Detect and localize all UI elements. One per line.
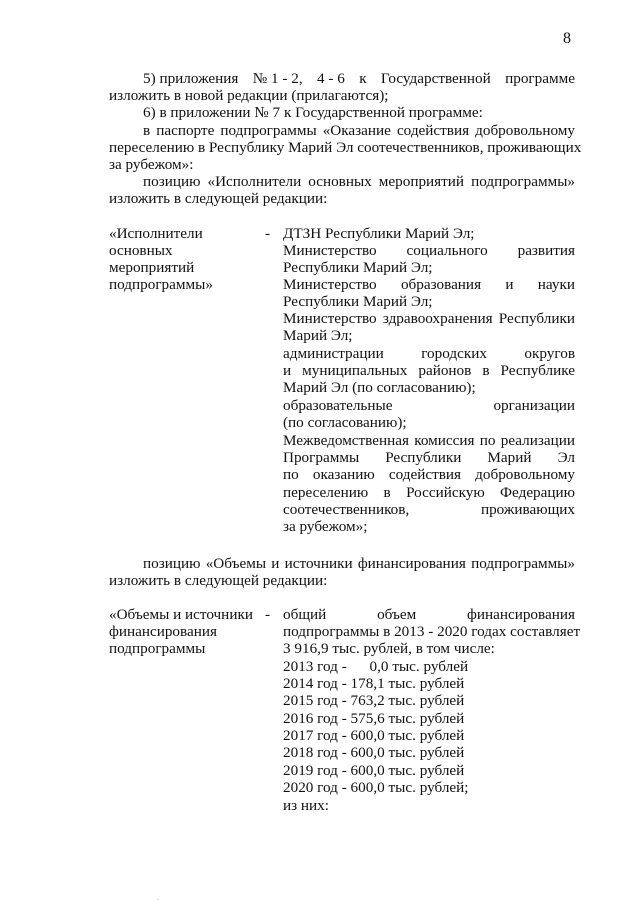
executors-label-line-3: мероприятий	[109, 259, 195, 276]
item-6-line: 6) в приложении № 7 к Государственной программе:	[143, 104, 483, 121]
executor-dtzn: ДТЗН Республики Марий Эл;	[283, 225, 475, 242]
funding-label-line-1: «Объемы и источники	[109, 606, 253, 623]
executor-mon-line-1: Министерство образования и науки	[283, 276, 575, 293]
funding-label-line-2: финансирования	[109, 623, 217, 640]
funding-tail: из них:	[283, 797, 329, 814]
executor-mvk-line-5: соотечественников, проживающих	[283, 501, 575, 518]
executor-mvk-line-3: по оказанию содействия добровольному	[283, 466, 575, 483]
executor-mvk-line-6: за рубежом»;	[283, 518, 368, 535]
executor-msr-line-2: Республики Марий Эл;	[283, 259, 433, 276]
intro-funding-line-2: изложить в следующей редакции:	[109, 572, 328, 589]
executor-edu-line-1: образовательные организации	[283, 397, 575, 414]
scan-speck: .	[157, 892, 160, 902]
executor-mzh-line-2: Марий Эл;	[283, 327, 353, 344]
executors-label-line-1: «Исполнители	[109, 225, 203, 242]
funding-dash: -	[265, 606, 271, 623]
funding-year-2018: 2018 год - 600,0 тыс. рублей	[283, 744, 465, 761]
executor-mvk-line-4: переселению в Российскую Федерацию	[283, 484, 575, 501]
executor-mvk-line-2: Программы Республики Марий Эл	[283, 449, 575, 466]
funding-label-line-3: подпрограммы	[109, 640, 206, 657]
passport-line-2: переселению в Республику Марий Эл соотечественников, проживающих	[109, 139, 582, 156]
executor-adm-line-2: и муниципальных районов в Республике	[283, 362, 575, 379]
item-5-line-2: изложить в новой редакции (прилагаются);	[109, 87, 389, 104]
intro-funding-line-1: позицию «Объемы и источники финансирования подпрограммы»	[143, 555, 575, 572]
passport-line-1: в паспорте подпрограммы «Оказание содействия добровольному	[143, 122, 575, 139]
funding-year-2013: 2013 год - 0,0 тыс. рублей	[283, 658, 469, 675]
intro-executors-line-2: изложить в следующей редакции:	[109, 190, 328, 207]
funding-total-line-3: 3 916,9 тыс. рублей, в том числе:	[283, 640, 495, 657]
funding-year-2019: 2019 год - 600,0 тыс. рублей	[283, 762, 465, 779]
funding-year-2017: 2017 год - 600,0 тыс. рублей	[283, 727, 465, 744]
executor-edu-line-2: (по согласованию);	[283, 414, 407, 431]
executor-mon-line-2: Республики Марий Эл;	[283, 293, 433, 310]
funding-total-line-2: подпрограммы в 2013 - 2020 годах составляет	[283, 623, 581, 640]
funding-year-2015: 2015 год - 763,2 тыс. рублей	[283, 692, 465, 709]
executors-label-line-4: подпрограммы»	[109, 276, 213, 293]
page-number: 8	[563, 30, 571, 47]
intro-executors-line-1: позицию «Исполнители основных мероприятий подпрограммы»	[143, 173, 575, 190]
funding-year-2020: 2020 год - 600,0 тыс. рублей;	[283, 779, 469, 796]
funding-year-2014: 2014 год - 178,1 тыс. рублей	[283, 675, 465, 692]
executors-label-line-2: основных	[109, 242, 173, 259]
funding-year-2016: 2016 год - 575,6 тыс. рублей	[283, 710, 465, 727]
executors-dash: -	[265, 225, 271, 242]
item-5-line-1: 5) приложения № 1 - 2, 4 - 6 к Государственной программе	[143, 70, 575, 87]
executor-adm-line-1: администрации городских округов	[283, 345, 575, 362]
funding-total-line-1: общий объем финансирования	[283, 606, 575, 623]
executor-mzh-line-1: Министерство здравоохранения Республики	[283, 310, 575, 327]
executor-adm-line-3: Марий Эл (по согласованию);	[283, 379, 476, 396]
executor-mvk-line-1: Межведомственная комиссия по реализации	[283, 432, 575, 449]
executor-msr-line-1: Министерство социального развития	[283, 242, 575, 259]
passport-line-3: за рубежом»:	[109, 156, 194, 173]
